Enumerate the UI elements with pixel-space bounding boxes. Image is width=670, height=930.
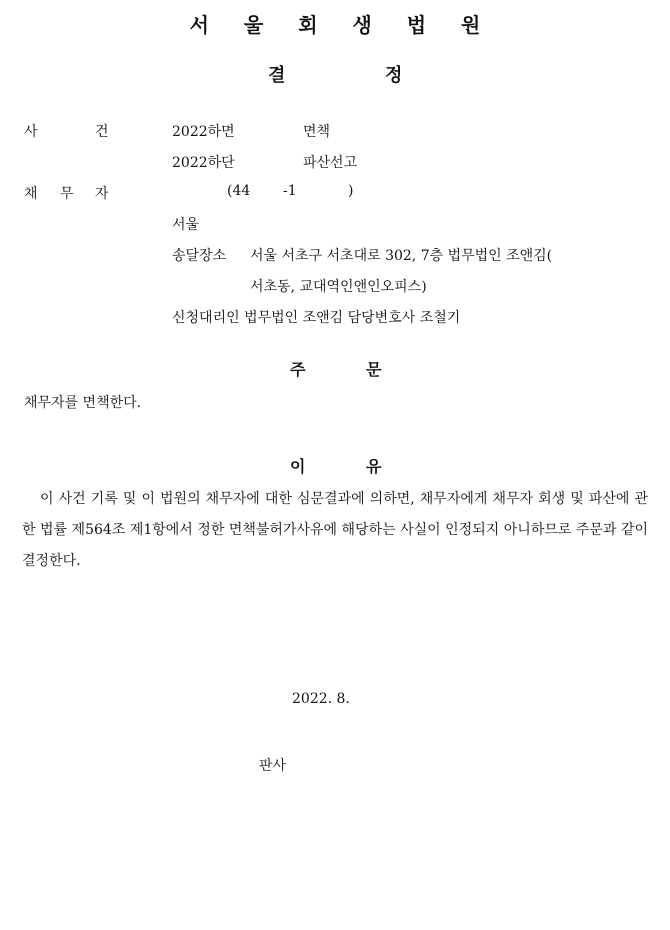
debtor-id-mid: -1 [283,183,297,199]
delivery-label: 송달장소 [172,248,227,264]
case-label-left: 사 [24,124,38,140]
debtor-id-open: (44 [227,183,251,199]
decision-title-left: 결 [268,65,286,86]
reason-heading-right: 유 [366,457,382,476]
judge-label: 판사 [259,758,287,774]
debtor-label-3: 자 [95,186,109,202]
case-label-right: 건 [95,124,109,140]
decision-date: 2022. 8. [292,691,350,707]
decision-title-right: 정 [385,65,403,86]
order-heading-left: 주 [290,360,306,379]
case-number-1: 2022하면 [172,124,235,140]
applicant-agent: 신청대리인 법무법인 조앤김 담당변호사 조철기 [172,310,461,326]
reason-text [22,484,648,577]
debtor-label-2: 무 [60,186,74,202]
debtor-address: 서울 [172,217,200,233]
case-number-2: 2022하단 [172,155,235,171]
case-name-2: 파산선고 [303,155,358,171]
debtor-label-1: 채 [24,186,38,202]
delivery-address-line-2: 서초동, 교대역인앤인오피스) [250,279,427,295]
court-name: 서 울 회 생 법 원 [189,13,495,37]
reason-heading-left: 이 [290,457,306,476]
case-name-1: 면책 [303,124,331,140]
order-text: 채무자를 면책한다. [24,395,142,411]
delivery-address-line-1: 서울 서초구 서초대로 302, 7층 법무법인 조앤김( [250,248,553,264]
debtor-id-close: ) [348,183,354,199]
reason-text-content: 이 사건 기록 및 이 법원의 채무자에 대한 심문결과에 의하면, 채무자에게 채무자 회생 및 파산에 관한 법률 제564조 제1항에서 정한 면책불허가사유에 해당하는 사실이 인정되지 아니하므로 주문과 같이 결정한다. [22,491,648,569]
order-heading-right: 문 [366,360,382,379]
